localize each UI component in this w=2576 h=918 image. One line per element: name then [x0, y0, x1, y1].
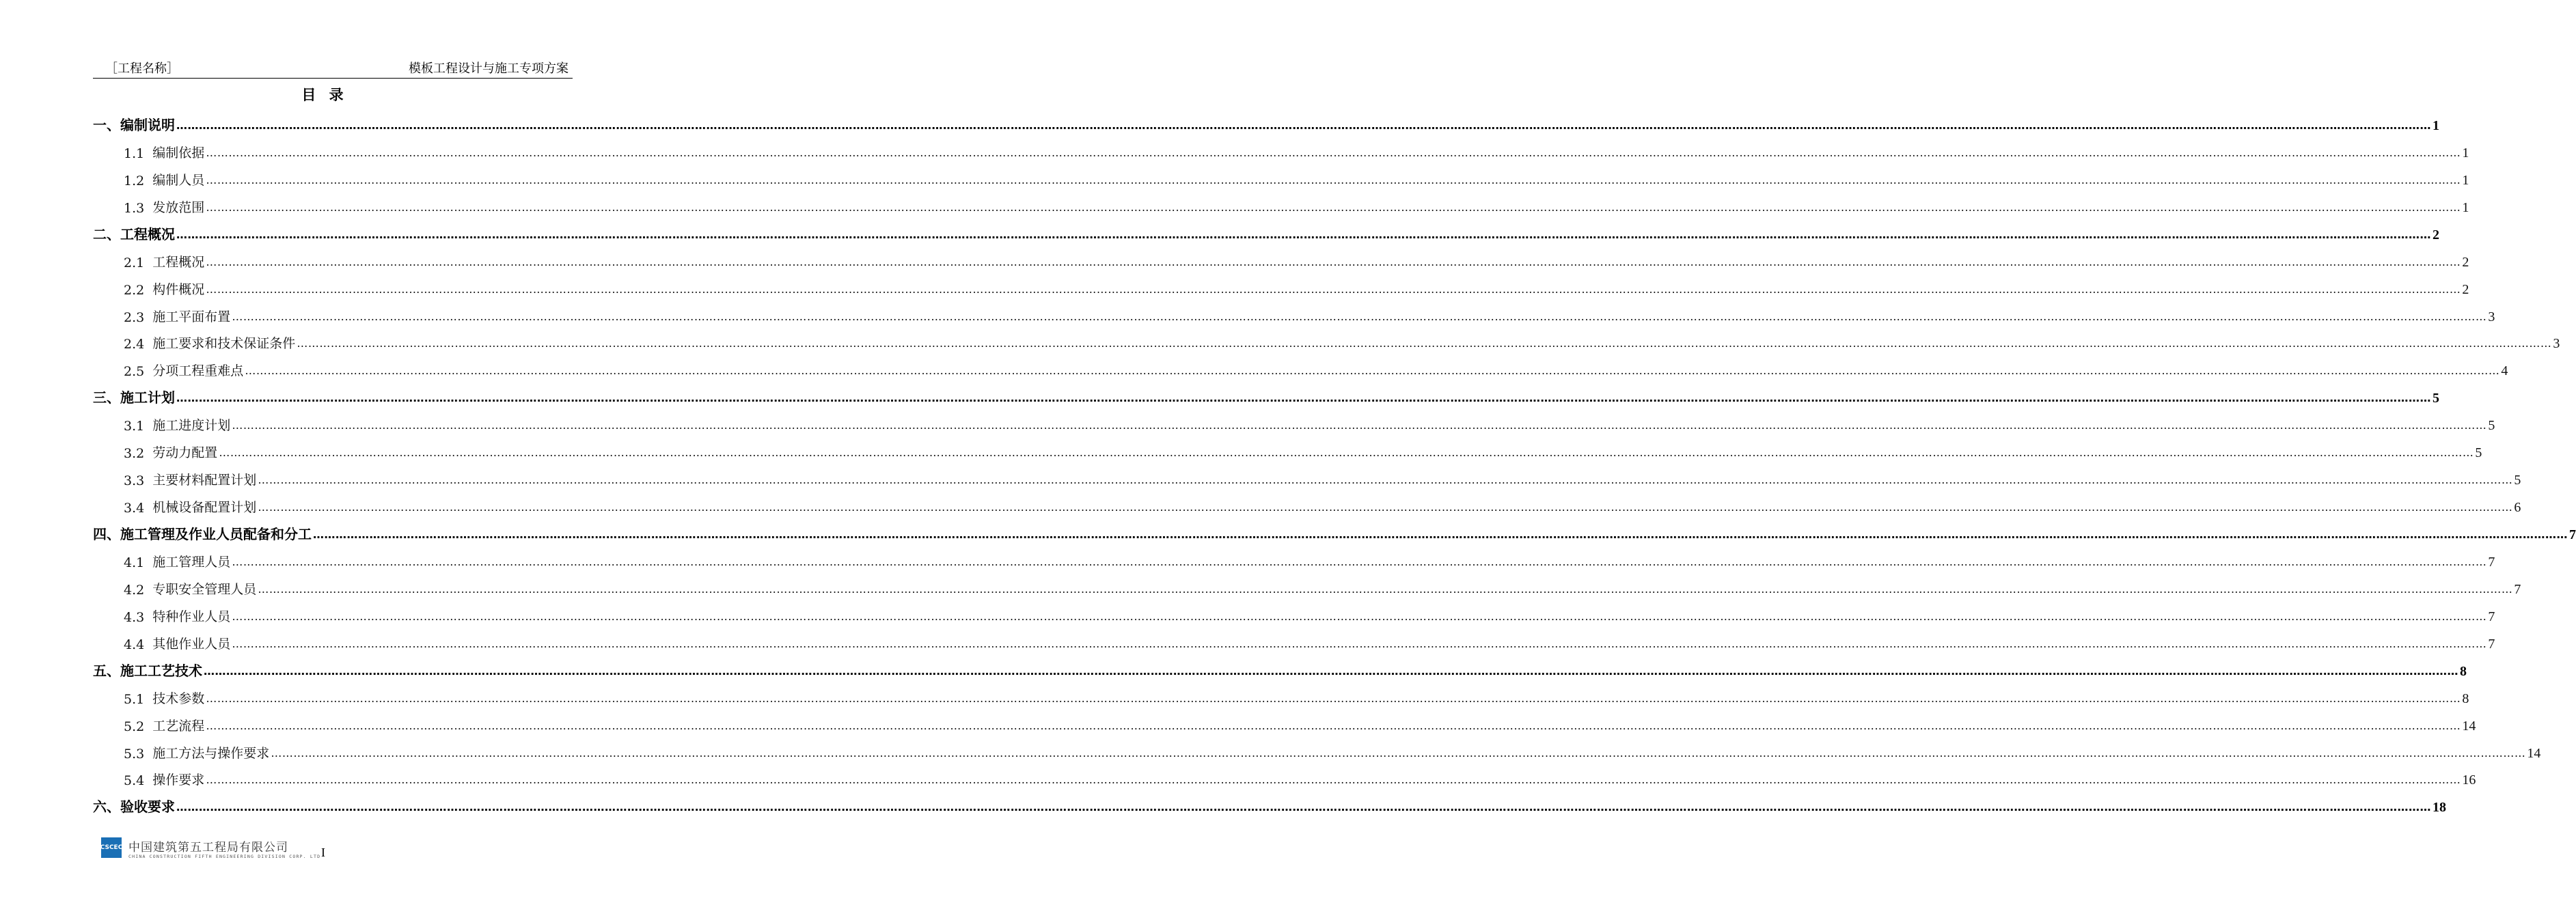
toc-entry-number: 2.4 [124, 337, 153, 352]
toc-section-entry[interactable] [93, 544, 2495, 572]
toc-entry-number: 六、 [93, 798, 120, 816]
toc-entry-number: 5.2 [124, 719, 153, 734]
toc-entry-label: 工程概况 [120, 225, 175, 242]
toc-entry-label: 工程概况 [152, 254, 205, 270]
toc-entry-number: 3.4 [124, 501, 153, 516]
toc-dot-leader: …………………………………………………………………………………………………………………………………………………………………………………………………………………………………………………………………………………………………………………………………………………………………………………………………………………………………………………………………………………………………………………………………………………… [204, 664, 2458, 678]
toc-dot-leader: …………………………………………………………………………………………………………………………………………………………………………………………………………………………………………………………………………………………………………………………………………………………………………………………………………………………………………………………………………………………………………………………………………………… [297, 337, 2552, 350]
toc-chapter-entry[interactable] [93, 217, 2439, 245]
toc-entry-page: 1 [2462, 199, 2469, 215]
toc-dot-leader: …………………………………………………………………………………………………………………………………………………………………………………………………………………………………………………………………………………………………………………………………………………………………………………………………………………………………………………………………………………………………………………………………………………… [232, 419, 2487, 432]
toc-entry-number: 4.1 [124, 555, 153, 570]
toc-section-entry[interactable] [93, 626, 2495, 654]
toc-entry-number: 3.2 [124, 446, 153, 462]
toc-entry-label: 施工要求和技术保证条件 [152, 336, 296, 352]
toc-dot-leader: …………………………………………………………………………………………………………………………………………………………………………………………………………………………………………………………………………………………………………………………………………………………………………………………………………………………………………………………………………………………………………………………………………………… [258, 501, 2513, 514]
toc-entry-page: 16 [2462, 773, 2476, 788]
footer-company-name-en: CHINA CONSTRUCTION FIFTH ENGINEERING DIVISION CORP. LTD [128, 854, 321, 859]
toc-section-entry[interactable] [93, 572, 2521, 599]
toc-entry-page: 2 [2433, 227, 2439, 242]
toc-section-entry[interactable] [93, 681, 2469, 708]
toc-entry-label: 构件概况 [152, 281, 205, 297]
toc-entry-page: 3 [2553, 336, 2560, 352]
toc-entry-number: 4.2 [124, 582, 153, 598]
toc-section-entry[interactable] [93, 353, 2508, 380]
toc-entry-page: 5 [2475, 445, 2482, 461]
toc-entry-number: 5.1 [124, 691, 153, 707]
toc-section-entry[interactable] [93, 245, 2469, 272]
toc-section-entry[interactable] [93, 299, 2495, 326]
toc-entry-number: 2.1 [124, 255, 153, 270]
toc-entry-label: 施工平面布置 [152, 309, 231, 324]
toc-entry-page: 2 [2462, 281, 2469, 297]
toc-entry-number: 二、 [93, 225, 120, 242]
toc-dot-leader: …………………………………………………………………………………………………………………………………………………………………………………………………………………………………………………………………………………………………………………………………………………………………………………………………………………………………………………………………………………………………………………………………………………… [206, 145, 2461, 159]
toc-entry-label: 施工管理及作业人员配备和分工 [120, 526, 312, 542]
toc-dot-leader: …………………………………………………………………………………………………………………………………………………………………………………………………………………………………………………………………………………………………………………………………………………………………………………………………………………………………………………………………………………………………………………………………………………… [258, 582, 2513, 596]
toc-entry-label: 编制人员 [152, 172, 205, 188]
page-number: I [321, 846, 325, 859]
toc-dot-leader: …………………………………………………………………………………………………………………………………………………………………………………………………………………………………………………………………………………………………………………………………………………………………………………………………………………………………………………………………………………………………………………………………………………… [206, 173, 2461, 186]
toc-entry-label: 技术参数 [152, 691, 205, 706]
toc-entry-label: 编制说明 [120, 116, 175, 133]
toc-dot-leader: …………………………………………………………………………………………………………………………………………………………………………………………………………………………………………………………………………………………………………………………………………………………………………………………………………………………………………………………………………………………………………………………………………………… [206, 719, 2461, 732]
toc-dot-leader: …………………………………………………………………………………………………………………………………………………………………………………………………………………………………………………………………………………………………………………………………………………………………………………………………………………………………………………………………………………………………………………………………………………… [219, 446, 2474, 460]
toc-entry-number: 2.2 [124, 282, 153, 298]
toc-chapter-entry[interactable] [93, 790, 2446, 817]
toc-dot-leader: …………………………………………………………………………………………………………………………………………………………………………………………………………………………………………………………………………………………………………………………………………………………………………………………………………………………………………………………………………………………………………………………………………………… [313, 528, 2568, 541]
toc-chapter-entry[interactable] [93, 108, 2439, 135]
toc-dot-leader: …………………………………………………………………………………………………………………………………………………………………………………………………………………………………………………………………………………………………………………………………………………………………………………………………………………………………………………………………………………………………………………………………………………… [206, 200, 2461, 214]
page-header [93, 57, 573, 79]
header-project-name: ［工程名称］ [105, 61, 179, 76]
toc-section-entry[interactable] [93, 599, 2495, 626]
toc-entry-page: 7 [2488, 636, 2495, 652]
toc-entry-number: 5.3 [124, 746, 153, 762]
toc-entry-number: 2.5 [124, 364, 153, 380]
toc-entry-number: 1.1 [124, 145, 153, 161]
table-of-contents [93, 108, 2576, 817]
toc-dot-leader: …………………………………………………………………………………………………………………………………………………………………………………………………………………………………………………………………………………………………………………………………………………………………………………………………………………………………………………………………………………………………………………………………………………… [176, 801, 2431, 814]
toc-dot-leader: …………………………………………………………………………………………………………………………………………………………………………………………………………………………………………………………………………………………………………………………………………………………………………………………………………………………………………………………………………………………………………………………………………………… [232, 309, 2487, 323]
toc-entry-label: 专职安全管理人员 [152, 581, 257, 597]
toc-section-entry[interactable] [93, 326, 2560, 354]
toc-entry-page: 4 [2501, 363, 2508, 379]
toc-entry-number: 3.1 [124, 419, 153, 434]
toc-entry-number: 1.2 [124, 173, 153, 189]
toc-entry-label: 施工方法与操作要求 [152, 745, 270, 761]
toc-entry-number: 1.3 [124, 200, 153, 216]
toc-entry-page: 8 [2462, 691, 2469, 706]
toc-entry-label: 机械设备配置计划 [152, 500, 257, 516]
toc-entry-label: 验收要求 [120, 798, 175, 816]
toc-entry-page: 18 [2433, 800, 2446, 816]
toc-entry-page: 7 [2569, 527, 2576, 542]
toc-entry-label: 施工进度计划 [152, 418, 231, 434]
toc-entry-label: 编制依据 [152, 145, 205, 161]
toc-entry-label: 工艺流程 [152, 718, 205, 734]
toc-entry-label: 分项工程重难点 [152, 363, 244, 379]
toc-entry-page: 3 [2488, 309, 2495, 324]
toc-entry-number: 2.3 [124, 309, 153, 325]
toc-entry-page: 5 [2488, 418, 2495, 434]
toc-entry-label: 施工管理人员 [152, 554, 231, 570]
toc-section-entry[interactable] [93, 135, 2469, 163]
toc-entry-page: 1 [2462, 145, 2469, 161]
toc-section-entry[interactable] [93, 190, 2469, 217]
footer-company-name: 中国建筑第五工程局有限公司 [128, 841, 288, 854]
toc-entry-page: 7 [2488, 554, 2495, 570]
toc-entry-number: 四、 [93, 526, 120, 542]
toc-dot-leader: …………………………………………………………………………………………………………………………………………………………………………………………………………………………………………………………………………………………………………………………………………………………………………………………………………………………………………………………………………………………………………………………………………………… [271, 746, 2526, 760]
toc-section-entry[interactable] [93, 736, 2541, 763]
toc-entry-page: 14 [2462, 718, 2476, 734]
toc-entry-label: 特种作业人员 [152, 609, 231, 624]
toc-entry-number: 五、 [93, 662, 120, 679]
toc-entry-page: 5 [2433, 391, 2439, 406]
toc-entry-label: 施工计划 [120, 389, 175, 406]
toc-dot-leader: …………………………………………………………………………………………………………………………………………………………………………………………………………………………………………………………………………………………………………………………………………………………………………………………………………………………………………………………………………………………………………………………………………………… [232, 609, 2487, 623]
toc-entry-number: 一、 [93, 116, 120, 133]
toc-dot-leader: …………………………………………………………………………………………………………………………………………………………………………………………………………………………………………………………………………………………………………………………………………………………………………………………………………………………………………………………………………………………………………………………………………………… [232, 637, 2487, 650]
toc-chapter-entry[interactable] [93, 654, 2467, 681]
toc-dot-leader: …………………………………………………………………………………………………………………………………………………………………………………………………………………………………………………………………………………………………………………………………………………………………………………………………………………………………………………………………………………………………………………………………………………… [176, 227, 2431, 241]
toc-entry-label: 发放范围 [152, 199, 205, 215]
toc-entry-number: 4.4 [124, 637, 153, 652]
toc-entry-label: 其他作业人员 [152, 636, 231, 652]
toc-entry-page: 7 [2488, 609, 2495, 624]
toc-entry-number: 5.4 [124, 773, 153, 789]
toc-entry-number: 4.3 [124, 609, 153, 625]
toc-chapter-entry[interactable] [93, 517, 2576, 544]
toc-entry-page: 6 [2514, 500, 2521, 516]
toc-section-entry[interactable] [93, 272, 2469, 299]
toc-section-entry[interactable] [93, 708, 2476, 736]
toc-section-entry[interactable] [93, 435, 2482, 462]
toc-dot-leader: …………………………………………………………………………………………………………………………………………………………………………………………………………………………………………………………………………………………………………………………………………………………………………………………………………………………………………………………………………………………………………………………………………………… [258, 473, 2513, 487]
toc-section-entry[interactable] [93, 763, 2476, 790]
toc-title: 目 录 [301, 87, 348, 103]
toc-section-entry[interactable] [93, 490, 2521, 517]
toc-dot-leader: …………………………………………………………………………………………………………………………………………………………………………………………………………………………………………………………………………………………………………………………………………………………………………………………………………………………………………………………………………………………………………………………………………………… [206, 255, 2461, 268]
toc-entry-page: 14 [2527, 745, 2541, 761]
toc-entry-page: 7 [2514, 581, 2521, 597]
toc-chapter-entry[interactable] [93, 380, 2439, 408]
toc-dot-leader: …………………………………………………………………………………………………………………………………………………………………………………………………………………………………………………………………………………………………………………………………………………………………………………………………………………………………………………………………………………………………………………………………………………… [245, 364, 2500, 378]
toc-entry-label: 操作要求 [152, 773, 205, 788]
header-doc-title: 模板工程设计与施工专项方案 [409, 61, 568, 76]
toc-entry-number: 3.3 [124, 473, 153, 489]
toc-dot-leader: …………………………………………………………………………………………………………………………………………………………………………………………………………………………………………………………………………………………………………………………………………………………………………………………………………………………………………………………………………………………………………………………………………………… [232, 555, 2487, 568]
toc-entry-page: 8 [2460, 663, 2467, 679]
toc-dot-leader: …………………………………………………………………………………………………………………………………………………………………………………………………………………………………………………………………………………………………………………………………………………………………………………………………………………………………………………………………………………………………………………………………………………… [176, 118, 2431, 132]
toc-entry-page: 1 [2433, 117, 2439, 133]
toc-entry-label: 劳动力配置 [152, 445, 218, 461]
toc-entry-page: 5 [2514, 473, 2521, 488]
toc-entry-number: 三、 [93, 389, 120, 406]
toc-dot-leader: …………………………………………………………………………………………………………………………………………………………………………………………………………………………………………………………………………………………………………………………………………………………………………………………………………………………………………………………………………………………………………………………………………………… [206, 282, 2461, 296]
toc-section-entry[interactable] [93, 163, 2469, 190]
toc-entry-label: 施工工艺技术 [120, 662, 202, 679]
toc-section-entry[interactable] [93, 408, 2495, 435]
company-logo-icon: CSCEC [101, 837, 122, 858]
toc-dot-leader: …………………………………………………………………………………………………………………………………………………………………………………………………………………………………………………………………………………………………………………………………………………………………………………………………………………………………………………………………………………………………………………………………………………… [176, 391, 2431, 405]
toc-entry-page: 2 [2462, 254, 2469, 270]
toc-dot-leader: …………………………………………………………………………………………………………………………………………………………………………………………………………………………………………………………………………………………………………………………………………………………………………………………………………………………………………………………………………………………………………………………………………………… [206, 773, 2461, 787]
toc-dot-leader: …………………………………………………………………………………………………………………………………………………………………………………………………………………………………………………………………………………………………………………………………………………………………………………………………………………………………………………………………………………………………………………………………………………… [206, 691, 2461, 705]
toc-entry-label: 主要材料配置计划 [152, 473, 257, 488]
toc-section-entry[interactable] [93, 462, 2521, 490]
toc-entry-page: 1 [2462, 172, 2469, 188]
